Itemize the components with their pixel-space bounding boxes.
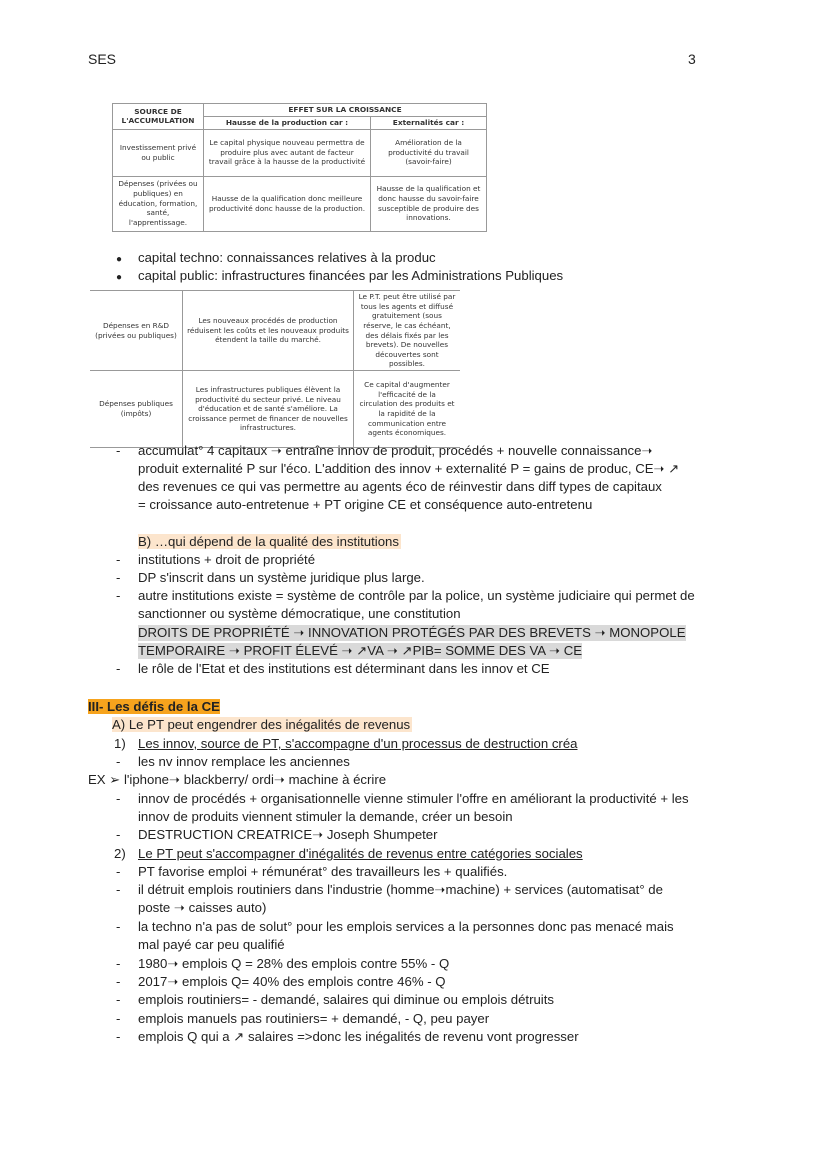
cell-externalites: Amélioration de la productivité du travail (savoir-faire) <box>371 129 487 176</box>
cell-production: Le capital physique nouveau permettra de produire plus avec autant de facteur travail grâce à la hausse de la productivité <box>204 129 371 176</box>
cell-externalites: Ce capital d'augmenter l'efficacité de la circulation des produits et la rapidité de la communication entre agents économiques. <box>354 371 461 448</box>
highlight-line: TEMPORAIRE ➝ PROFIT ÉLEVÉ ➝ ↗VA ➝ ↗PIB= SOMME DES VA ➝ CE <box>138 643 583 658</box>
note-line: autre institutions existe = système de contrôle par la police, un système judiciaire qui permet de <box>138 588 695 603</box>
dash-marker: - <box>116 754 121 769</box>
bullet-capital-techno: capital techno: connaissances relatives à la produc <box>138 250 436 265</box>
header-effect: EFFET SUR LA CROISSANCE <box>204 104 487 117</box>
bullet-icon: ● <box>116 272 123 283</box>
section-b-heading: B) …qui dépend de la qualité des institutions <box>138 534 399 549</box>
note-line: la techno n'a pas de solut° pour les emplois services a la personnes donc pas menacé mais <box>138 919 674 934</box>
cell-production: Les nouveaux procédés de production réduisent les coûts et les nouveaux produits étendent la taille du marché. <box>183 291 354 371</box>
dash-marker: - <box>116 974 121 989</box>
highlight-line: DROITS DE PROPRIÉTÉ ➝ INNOVATION PROTÉGÉS PAR DES BREVETS ➝ MONOPOLE <box>138 625 686 640</box>
note-line: emplois manuels pas routiniers= + demandé, - Q, peu payer <box>138 1011 490 1026</box>
dash-marker: - <box>116 570 121 585</box>
note-line: PT favorise emploi + rémunérat° des travailleurs les + qualifiés. <box>138 864 508 879</box>
sub1-heading: Les innov, source de PT, s'accompagne d'un processus de destruction créa <box>138 736 578 751</box>
dash-marker: - <box>116 552 121 567</box>
capital-effects-table <box>90 290 460 448</box>
note-line: produit externalité P sur l'éco. L'addition des innov + externalité P = gains de produc, CE➝ ↗ <box>138 461 680 476</box>
sub2-number: 2) <box>114 846 126 861</box>
dash-marker: - <box>116 588 121 603</box>
note-line: les nv innov remplace les anciennes <box>138 754 350 769</box>
section-3a-heading: A) Le PT peut engendrer des inégalités de revenus <box>112 717 411 732</box>
dash-marker: - <box>116 1029 121 1044</box>
table-row <box>113 129 487 176</box>
dash-marker: - <box>116 992 121 1007</box>
note-line: mal payé car peu qualifié <box>138 937 285 952</box>
dash-marker: - <box>116 1011 121 1026</box>
dash-marker: - <box>116 919 121 934</box>
note-line: le rôle de l'Etat et des institutions est déterminant dans les innov et CE <box>138 661 550 676</box>
note-line: emplois Q qui a ↗ salaires =>donc les inégalités de revenu vont progresser <box>138 1029 579 1044</box>
header-source: SOURCE DE L'ACCUMULATION <box>113 104 204 130</box>
note-line: 1980➝ emplois Q = 28% des emplois contre 55% - Q <box>138 956 450 971</box>
dash-marker: - <box>116 791 121 806</box>
note-line: des revenues ce qui vas permettre au agents éco de réinvestir dans diff types de capitaux <box>138 479 662 494</box>
cell-source: Investissement privé ou public <box>113 129 204 176</box>
dash-marker: - <box>116 882 121 897</box>
note-line: il détruit emplois routiniers dans l'industrie (homme➝machine) + services (automatisat° de <box>138 882 663 897</box>
accumulation-table <box>112 103 487 232</box>
note-line: DESTRUCTION CREATRICE➝ Joseph Shumpeter <box>138 827 438 842</box>
section-3-heading: III- Les défis de la CE <box>88 699 220 714</box>
dash-marker: - <box>116 864 121 879</box>
dash-marker: - <box>116 956 121 971</box>
dash-marker: - <box>116 661 121 676</box>
table-row <box>90 371 460 448</box>
note-line: = croissance auto-entretenue + PT origine CE et conséquence auto-entretenu <box>138 497 593 512</box>
page-number: 3 <box>688 51 696 67</box>
header-subject: SES <box>88 51 117 67</box>
header-production: Hausse de la production car : <box>204 116 371 129</box>
note-line: accumulat° 4 capitaux ➝ entraîne innov de produit, procédés + nouvelle connaissance➝ <box>138 443 653 458</box>
sub2-heading: Le PT peut s'accompagner d'inégalités de revenus entre catégories sociales <box>138 846 583 861</box>
cell-externalites: Hausse de la qualification et donc hausse du savoir-faire susceptible de produire des innovations. <box>371 176 487 231</box>
note-line: DP s'inscrit dans un système juridique plus large. <box>138 570 425 585</box>
note-line: institutions + droit de propriété <box>138 552 316 567</box>
dash-marker: - <box>116 827 121 842</box>
cell-production: Hausse de la qualification donc meilleure productivité donc hausse de la production. <box>204 176 371 231</box>
header-externalites: Externalités car : <box>371 116 487 129</box>
dash-marker: - <box>116 443 121 458</box>
cell-source: Dépenses en R&D (privées ou publiques) <box>90 291 183 371</box>
table-row <box>113 176 487 231</box>
cell-source: Dépenses publiques (impôts) <box>90 371 183 448</box>
bullet-capital-public: capital public: infrastructures financées par les Administrations Publiques <box>138 268 564 283</box>
note-line: innov de procédés + organisationnelle vienne stimuler l'offre en améliorant la productivité + les <box>138 791 689 806</box>
cell-externalites: Le P.T. peut être utilisé par tous les agents et diffusé gratuitement (sous réserve, le cas échéant, des délais fixés par les brevets). De nouvelles découvertes sont possibles. <box>354 291 461 371</box>
cell-production: Les infrastructures publiques élèvent la productivité du secteur privé. Le niveau d'éducation et de santé s'améliore. La croissance permet de financer de nouvelles infrastructures. <box>183 371 354 448</box>
note-line: 2017➝ emplois Q= 40% des emplois contre 46% - Q <box>138 974 446 989</box>
note-line: poste ➝ caisses auto) <box>138 900 267 915</box>
note-line: sanctionner ou système démocratique, une constitution <box>138 606 461 621</box>
note-line: emplois routiniers= - demandé, salaires qui diminue ou emplois détruits <box>138 992 554 1007</box>
sub1-number: 1) <box>114 736 126 751</box>
bullet-icon: ● <box>116 254 123 265</box>
example-line: EX ➢ l'iphone➝ blackberry/ ordi➝ machine à écrire <box>88 772 387 787</box>
cell-source: Dépenses (privées ou publiques) en éducation, formation, santé, l'apprentissage. <box>113 176 204 231</box>
table-row <box>90 291 460 371</box>
note-line: innov de produits viennent stimuler la demande, créer un besoin <box>138 809 513 824</box>
